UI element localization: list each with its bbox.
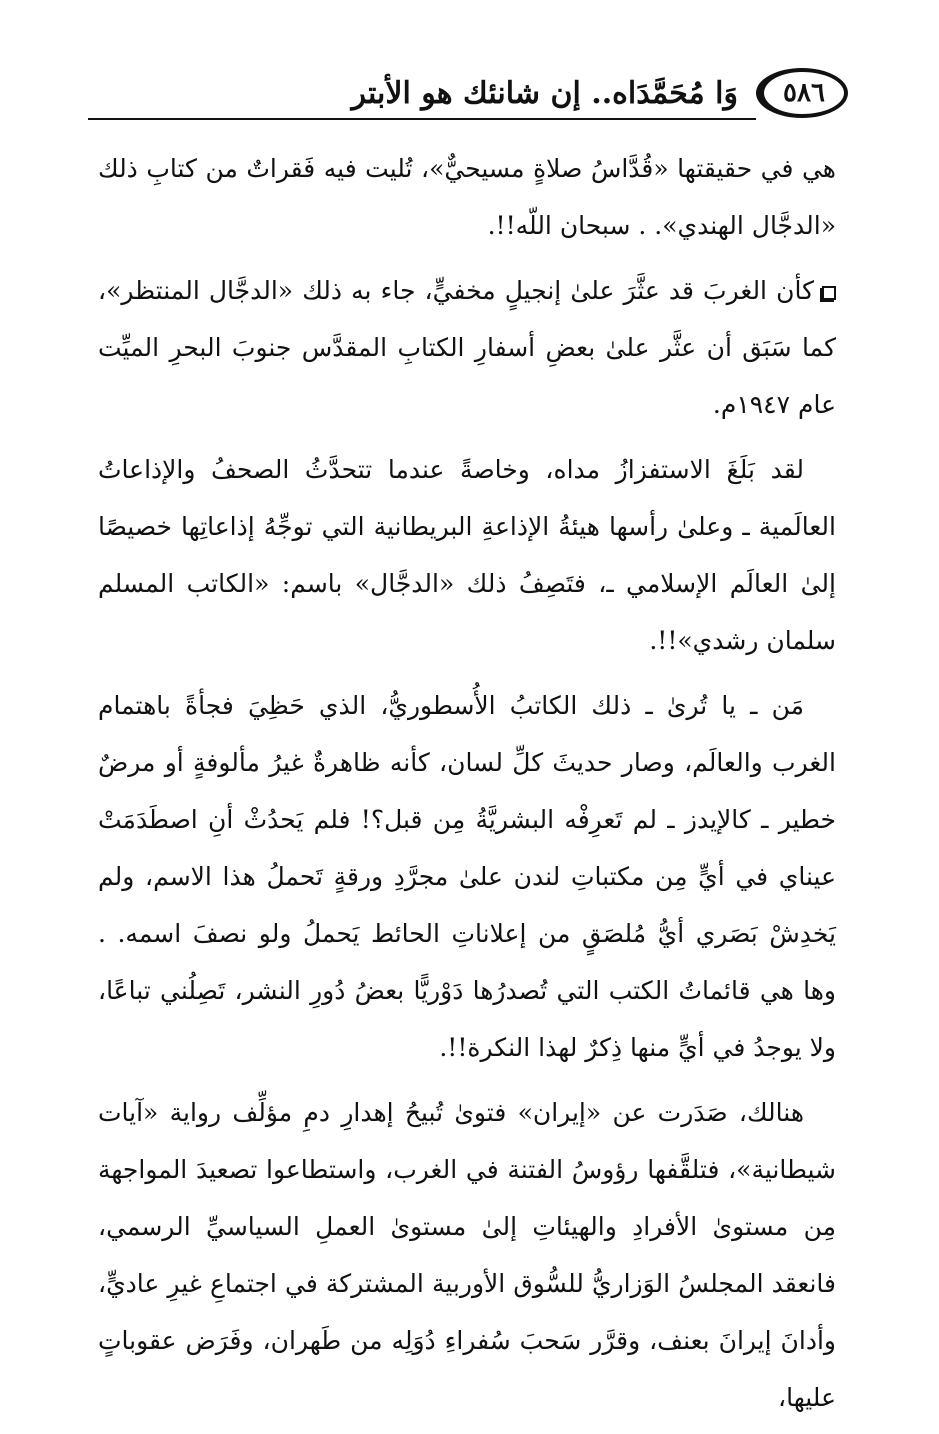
paragraph-1: هي في حقيقتها «قُدَّاسُ صلاةٍ مسيحيٌّ»، تُليت فيه فَقراتٌ من كتابِ ذلك «الدجَّال الهندي». . سبحان اللّه!!.: [98, 154, 836, 240]
box-bullet-icon: [822, 286, 836, 300]
paragraph-3: لقد بَلَغَ الاستفزازُ مداه، وخاصةً عندما تتحدَّثُ الصحفُ والإذاعاتُ العالَمية ـ وعلىٰ رأسها هيئةُ الإذاعةِ البريطانية التي توجِّهُ إذاعاتِها خصيصًا إلىٰ العالَم الإسلامي ـ، فتَصِفُ ذلك «الدجَّال» باسم: «الكاتب المسلم سلمان رشدي»!!.: [98, 455, 836, 655]
paragraph-2-text: كأن الغربَ قد عثَّرَ علىٰ إنجيلٍ مخفيٍّ، جاء به ذلك «الدجَّال المنتظر»، كما سَبَق أن عثَّر علىٰ بعضِ أسفارِ الكتابِ المقدَّس جنوبَ البحرِ الميِّت عام ١٩٤٧م.: [98, 276, 836, 419]
page-header: [88, 68, 848, 126]
body-text: [98, 140, 836, 1434]
paragraph-2: [98, 262, 836, 433]
running-title: وَا مُحَمَّدَاه.. إن شانئك هو الأبتر: [351, 76, 738, 111]
paragraph-4: مَن ـ يا تُرىٰ ـ ذلك الكاتبُ الأُسطوريُّ، الذي حَظِيَ فجأةً باهتمام الغرب والعالَم، وصار حديثَ كلِّ لسان، كأنه ظاهرةٌ غيرُ مألوفةٍ أو مرضٌ خطير ـ كالإيدز ـ لم تَعرِفْه البشريَّةُ مِن قبل؟! فلم يَحدُثْ أنِ اصطَدَمَتْ عيناي في أيٍّ مِن مكتباتِ لندن علىٰ مجرَّدِ ورقةٍ تَحملُ هذا الاسم، ولم يَخدِشْ بَصَري أيُّ مُلصَقٍ من إعلاناتِ الحائط يَحملُ ولو نصفَ اسمه. . وها هي قائماتُ الكتب التي تُصدرُها دَوْريًّا بعضُ دُورِ النشر، تَصِلُني تباعًا، ولا يوجدُ في أيٍّ منها ذِكرٌ لهذا النكرة!!.: [98, 691, 836, 1062]
header-rule: [88, 118, 756, 120]
paragraph-5: هنالك، صَدَرت عن «إيران» فتوىٰ تُبيحُ إهدارِ دمِ مؤلِّف رواية «آيات شيطانية»، فتلقَّفها رؤوسُ الفتنة في الغرب، واستطاعوا تصعيدَ المواجهة مِن مستوىٰ الأفرادِ والهيئاتِ إلىٰ مستوىٰ العملِ السياسيِّ الرسمي، فانعقد المجلسُ الوَزاريُّ للسُّوق الأوربية المشتركة في اجتماعِ غيرِ عاديٍّ، وأدانَ إيرانَ بعنف، وقرَّر سَحبَ سُفراءِ دُوَلِه من طَهران، وفَرَض عقوباتٍ عليها،: [98, 1098, 836, 1412]
page-number: ٥٨٦: [756, 68, 848, 118]
